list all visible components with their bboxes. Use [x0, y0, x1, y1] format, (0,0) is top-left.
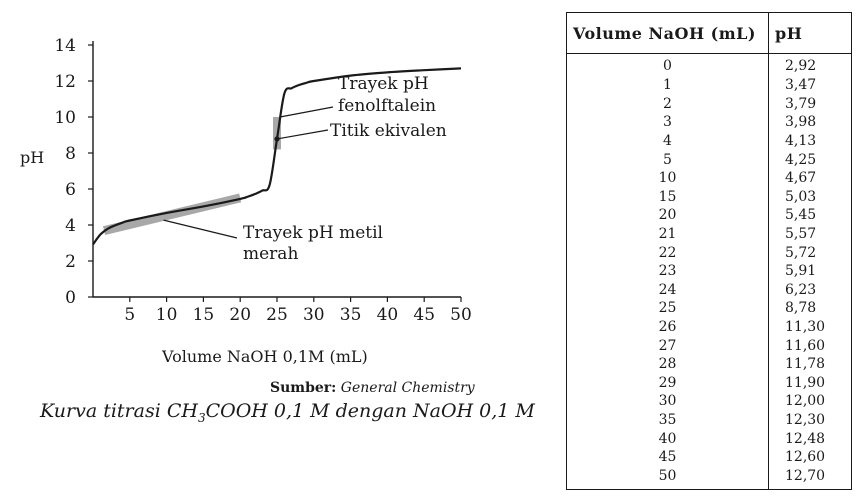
- x-tick-label-25: 25: [266, 305, 288, 325]
- cell-volume: 29: [567, 375, 769, 394]
- x-tick-label-15: 15: [192, 305, 215, 325]
- table-row: [567, 170, 852, 189]
- x-tick-label-10: 10: [155, 305, 178, 325]
- table-row: [567, 449, 852, 468]
- equivalence-label: Titik ekivalen: [330, 121, 447, 141]
- cell-ph: 8,78: [769, 300, 852, 319]
- x-tick-label-20: 20: [229, 305, 252, 325]
- cell-volume: 45: [567, 449, 769, 468]
- cell-ph: 11,90: [769, 375, 852, 394]
- x-tick-label-50: 50: [450, 305, 472, 325]
- table-row: [567, 356, 852, 375]
- x-tick-label-30: 30: [302, 305, 325, 325]
- phenolphthalein-leader-line: [280, 107, 333, 117]
- titration-data-table: [566, 12, 852, 490]
- y-tick-label-2: 2: [65, 252, 76, 272]
- cell-volume: 22: [567, 245, 769, 264]
- table-row: [567, 338, 852, 357]
- cell-volume: 50: [567, 468, 769, 490]
- y-tick-label-14: 14: [54, 36, 76, 56]
- cell-volume: 5: [567, 152, 769, 171]
- table-header-row: [567, 13, 852, 54]
- table-row: [567, 226, 852, 245]
- cell-volume: 3: [567, 114, 769, 133]
- source-credit: [270, 380, 475, 396]
- table-row: [567, 412, 852, 431]
- cell-volume: 20: [567, 207, 769, 226]
- y-tick-label-6: 6: [65, 180, 76, 200]
- table-row: [567, 152, 852, 171]
- y-axis-label: pH: [20, 148, 45, 167]
- cell-volume: 30: [567, 393, 769, 412]
- table-row: [567, 375, 852, 394]
- table-row: [567, 245, 852, 264]
- cell-volume: 1: [567, 77, 769, 96]
- cell-ph: 12,48: [769, 431, 852, 450]
- y-tick-label-10: 10: [54, 108, 76, 128]
- caption-subscript: 3: [197, 410, 206, 425]
- table-row: [567, 54, 852, 78]
- table-row: [567, 96, 852, 115]
- cell-volume: 2: [567, 96, 769, 115]
- phenolphthalein-label-line-1: Trayek pH: [338, 74, 429, 94]
- cell-ph: 3,79: [769, 96, 852, 115]
- cell-ph: 12,00: [769, 393, 852, 412]
- table-row: [567, 189, 852, 208]
- cell-ph: 4,13: [769, 133, 852, 152]
- cell-volume: 10: [567, 170, 769, 189]
- header-volume: Volume NaOH (mL): [567, 13, 769, 54]
- cell-ph: 6,23: [769, 282, 852, 301]
- cell-ph: 4,25: [769, 152, 852, 171]
- cell-ph: 11,30: [769, 319, 852, 338]
- cell-volume: 40: [567, 431, 769, 450]
- x-axis-label: Volume NaOH 0,1M (mL): [162, 347, 368, 366]
- table-row: [567, 393, 852, 412]
- cell-ph: 3,47: [769, 77, 852, 96]
- table-row: [567, 77, 852, 96]
- y-tick-label-4: 4: [65, 216, 76, 236]
- table-row: [567, 114, 852, 133]
- cell-volume: 28: [567, 356, 769, 375]
- table-row: [567, 319, 852, 338]
- cell-ph: 5,72: [769, 245, 852, 264]
- cell-ph: 3,98: [769, 114, 852, 133]
- equivalence-leader-line: [277, 130, 328, 139]
- y-tick-label-0: 0: [65, 288, 76, 308]
- cell-ph: 5,03: [769, 189, 852, 208]
- x-tick-label-5: 5: [124, 305, 136, 325]
- cell-volume: 23: [567, 263, 769, 282]
- phenolphthalein-label-line-2: fenolftalein: [338, 96, 437, 116]
- cell-volume: 4: [567, 133, 769, 152]
- cell-ph: 11,78: [769, 356, 852, 375]
- cell-volume: 35: [567, 412, 769, 431]
- x-tick-label-40: 40: [376, 305, 399, 325]
- x-tick-label-35: 35: [339, 305, 362, 325]
- table-row: [567, 133, 852, 152]
- cell-ph: 2,92: [769, 54, 852, 78]
- cell-ph: 12,60: [769, 449, 852, 468]
- cell-ph: 4,67: [769, 170, 852, 189]
- methyl-red-label-line-2: merah: [243, 244, 299, 264]
- cell-volume: 21: [567, 226, 769, 245]
- table-row: [567, 282, 852, 301]
- table-row: [567, 207, 852, 226]
- source-label: Sumber:: [270, 380, 337, 396]
- header-ph: pH: [769, 13, 852, 54]
- table-row: [567, 431, 852, 450]
- methyl-red-label-line-1: Trayek pH metil: [243, 223, 383, 243]
- cell-volume: 26: [567, 319, 769, 338]
- cell-ph: 12,30: [769, 412, 852, 431]
- cell-volume: 15: [567, 189, 769, 208]
- cell-volume: 24: [567, 282, 769, 301]
- y-tick-label-12: 12: [54, 72, 76, 92]
- figure-caption: [40, 400, 535, 425]
- cell-volume: 0: [567, 54, 769, 78]
- table-row: [567, 468, 852, 490]
- caption-part-1: Kurva titrasi CH: [40, 400, 198, 422]
- cell-ph: 12,70: [769, 468, 852, 490]
- cell-ph: 5,57: [769, 226, 852, 245]
- titration-chart: [0, 0, 560, 375]
- x-tick-label-45: 45: [413, 305, 436, 325]
- cell-volume: 27: [567, 338, 769, 357]
- caption-part-2: COOH 0,1 M dengan NaOH 0,1 M: [205, 400, 535, 422]
- table-row: [567, 263, 852, 282]
- table-row: [567, 300, 852, 319]
- cell-ph: 11,60: [769, 338, 852, 357]
- cell-ph: 5,45: [769, 207, 852, 226]
- cell-volume: 25: [567, 300, 769, 319]
- y-tick-label-8: 8: [65, 144, 76, 164]
- cell-ph: 5,91: [769, 263, 852, 282]
- source-value: General Chemistry: [340, 380, 475, 396]
- methyl-red-leader-line: [164, 220, 237, 238]
